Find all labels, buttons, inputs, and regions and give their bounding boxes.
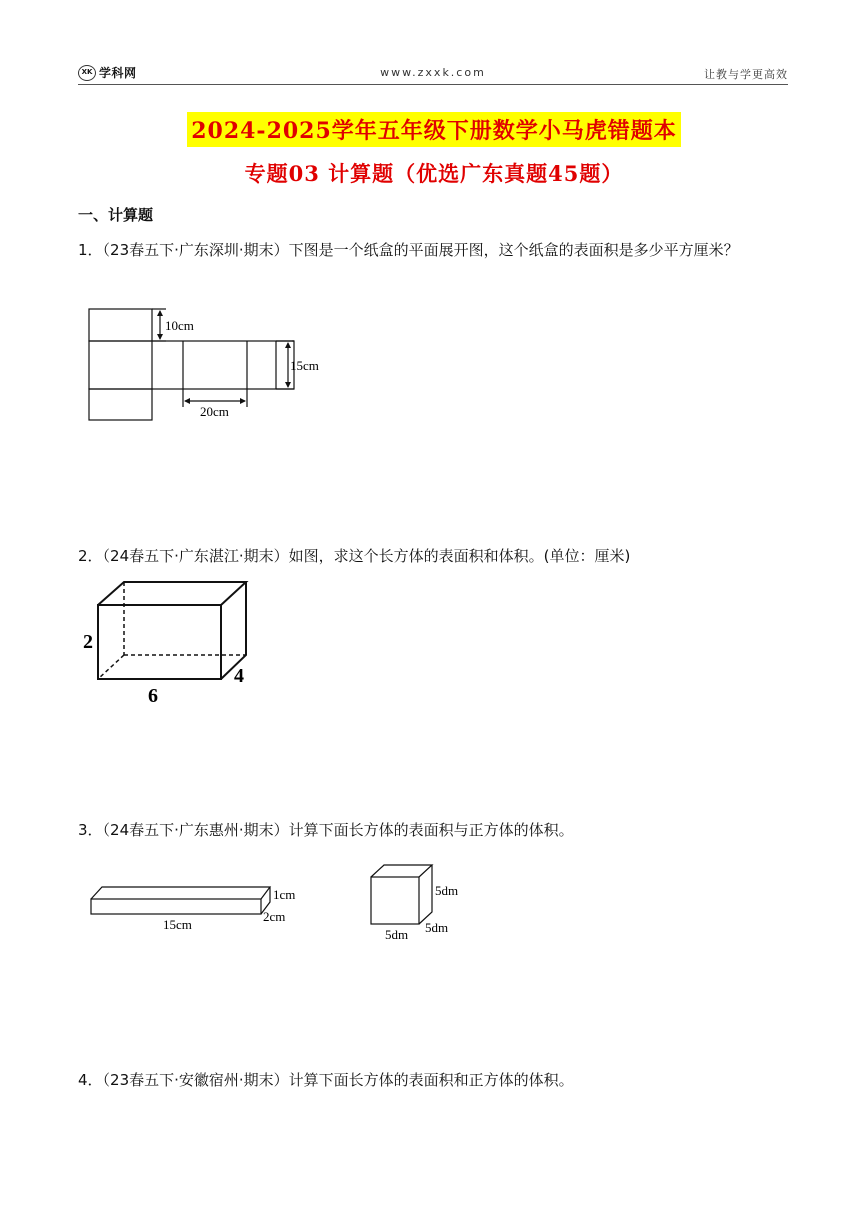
- cube: [371, 865, 432, 924]
- net-top-face: [89, 309, 152, 341]
- page-title: 2024-2025学年五年级下册数学小马虎错题本: [187, 112, 681, 147]
- label-cuboid-1cm: 1cm: [273, 887, 296, 902]
- slogan: 让教与学更高效: [704, 68, 788, 81]
- label-cube-5dm-width: 5dm: [425, 920, 449, 935]
- question-3: 3．（24春五下·广东惠州·期末）计算下面长方体的表面积与正方体的体积。: [78, 821, 574, 839]
- label-15cm: 15cm: [290, 358, 319, 373]
- label-cube-5dm-height: 5dm: [435, 883, 459, 898]
- label-cuboid-15cm: 15cm: [163, 917, 192, 932]
- label-height-2: 2: [83, 631, 93, 653]
- question-4: 4．（23春五下·安徽宿州·期末）计算下面长方体的表面积和正方体的体积。: [78, 1071, 574, 1089]
- label-width-4: 4: [234, 665, 244, 687]
- subtitle-container: [0, 158, 868, 188]
- site-url[interactable]: www.zxxk.com: [380, 66, 486, 79]
- question-2: 2．（24春五下·广东湛江·期末）如图，求这个长方体的表面积和体积。(单位：厘米): [78, 547, 631, 565]
- label-cube-5dm-length: 5dm: [385, 927, 409, 942]
- section-heading: 一、计算题: [78, 206, 154, 224]
- cuboid-and-cube-figure: [86, 862, 486, 946]
- page-subtitle: 专题03 计算题（优选广东真题45题）: [244, 161, 624, 186]
- box-net-figure: [84, 303, 334, 423]
- label-20cm: 20cm: [200, 404, 229, 419]
- label-length-6: 6: [148, 685, 158, 706]
- page-header: [78, 62, 788, 85]
- title-container: [0, 112, 868, 147]
- logo-text: 学科网: [99, 66, 137, 80]
- label-cuboid-2cm: 2cm: [263, 909, 286, 924]
- cuboid-front-face: [98, 605, 221, 679]
- logo-icon: XK: [78, 65, 96, 81]
- long-cuboid: [91, 887, 270, 914]
- net-bottom-face: [89, 389, 152, 420]
- net-middle-strip: [89, 341, 294, 389]
- cuboid-figure-1: [78, 578, 258, 706]
- question-1: 1．（23春五下·广东深圳·期末）下图是一个纸盒的平面展开图，这个纸盒的表面积是多少平方厘米？: [78, 241, 739, 259]
- label-10cm: 10cm: [165, 318, 194, 333]
